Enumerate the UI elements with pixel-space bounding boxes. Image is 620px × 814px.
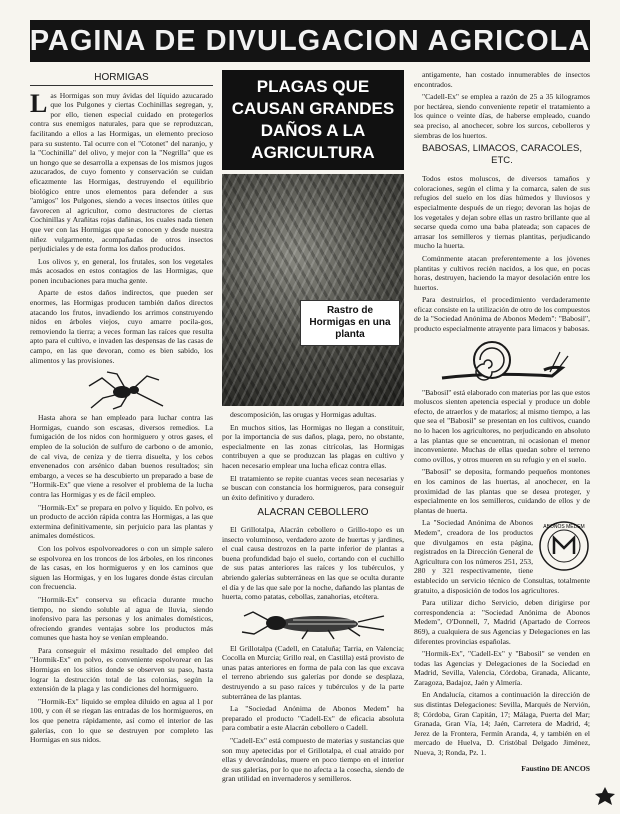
mole-cricket-icon — [238, 606, 388, 640]
paragraph: Los olivos y, en general, los frutales, son los vegetales más acosados en estos contagios de las Hormigas, que ponen incubaciones para mucha gente. — [30, 256, 213, 285]
paragraph: En Andalucía, citamos a continuación la dirección de sus distintas Delegaciones: Sevilla, Marqués de Nervión, 8; Córdoba, Gran Capitán, 17; Málaga, Puerta del Mar; Granada, Gran Vía, 14; Jaén, Carretera de Madrid, 4; Jerez de la Frontera, Fermín Aranda, 4, y también en el mercado de Huelva, D. Cristóbal Delgado Jiménez, Nueva, 3; Ronda, Pz. 1. — [414, 690, 590, 758]
paragraph: as Hormigas son muy ávidas del líquido azucarado que los Pulgones y ciertas Cochinillas segregan, y, por ello, tienen especial cuidado en protegerlos contra sus enemigos naturales, para que se reproduzcan, facilitando a ellos a las Hormigas, un elemento precioso para su sustento. Tal ocurre con el "Cotonet" del naranjo, y la "Cochinilla" del olivo, y mejor con la "Negrilla" que es un hongo que se desarrolla a expensas de los mismos jugos azucarados, de cuyo fomento y conservación se cuidan eficazmente las Hormigas, destruyendo el equilibrio biológico entre unos elementos para defender a sus "amigos" los Pulgones, siendo a veces insectos útiles que favorecen al agricultor, como destructores de ciertas Cochinillas y Arañitas rojas dañinas, los cuales nada tienen que ver con las Hormigas que se conocen y desde nuestra niñez vulgarmente, acompañadas de otros insectos perjudiciales y de esta forma los daños producidos. — [30, 90, 213, 254]
paragraph: El Grillotalpa, Alacrán cebollero o Grillo-topo es un insecto voluminoso, verdadero azote de huertas y jardines, el cual causa destrozos en la parte inferior de plantas a buena profundidad bajo el suelo, cortando con el cuchillo de sus patas anteriores las raíces y los tubérculos, y abriendo galerías subterráneas en las que se oculta durante el día y de las que sale por la noche, dañando las plantas de huerta, como patatas, cebollas, zanahorias, etcétera. — [222, 524, 404, 602]
page-banner-title: PAGINA DE DIVULGACION AGRICOLA — [30, 20, 590, 62]
paragraph: Aparte de estos daños indirectos, que pueden ser enormes, las Hormigas producen también daños directos atacando los frutos, invadiendo los arrimos construyendo nidos en árboles viejos, cuyo amarre pocila-gos, removiendo la tierra; a veces forman las raíces que resulta apto para el cultivo, e invaden las despensas de las casas de campo, en las que devoran, como es bien sabido, los alimentos y las provisiones. — [30, 288, 213, 365]
paragraph: La "Sociedad Anónima de Abonos Medem", creadora de los productos que divulgamos en esta página, registrados en la Dirección General de Agricultura con los números 251, 253, 280 y 321 respectivamente, tiene establecido un servicio técnico de Consultas, totalmente gratuito, a disposición de todos los agricultores. — [414, 518, 590, 595]
plagas-title-box: PLAGAS QUE CAUSAN GRANDES DAÑOS A LA AGRICULTURA — [222, 70, 404, 170]
photo-caption: Rastro de Hormigas en una planta — [300, 300, 400, 346]
paragraph: La "Sociedad Anónima de Abonos Medem" ha preparado el producto "Cadell-Ex" de eficacia absoluta para combatir a este Alacrán cebollero o Cadell. — [222, 704, 404, 733]
paragraph: antigamente, han costado innumerables de insectos encontrados. — [414, 70, 590, 89]
paragraph: Comúnmente atacan preferentemente a los jóvenes plantitas y cultivos recién nacidos, a los que, en pocas horas, destruyen, haciendo la mayor desolación entre los huertos. — [414, 253, 590, 292]
corner-emblem-icon — [594, 786, 616, 806]
author-signature: Faustino DE ANCOS — [521, 763, 590, 773]
paragraph: El tratamiento se repite cuantas veces sean necesarias y se buscan con constancia los hormigueros, para conseguir un éxito definitivo y duradero. — [222, 473, 404, 502]
paragraph: Con los polvos espolvoreadores o con un simple salero se espolvorea en los troncos de los árboles, en los rincones de las casas, en los hormigueros y en los caminos que siguen las Hormigas, y en los lugares donde éstas circulan con frecuencia. — [30, 543, 213, 592]
drop-cap: L — [30, 88, 48, 118]
paragraph: "Hormik-Ex" se prepara en polvo y líquido. En polvo, es un producto de acción rápida contra las Hormigas, a las que extermina definitivamente, sin perjuicio para las plantas y animales domésticos. — [30, 502, 213, 541]
section-heading-alacran: ALACRAN CEBOLLERO — [257, 507, 369, 519]
paragraph: "Babosil" se deposita, formando pequeños montones en los caminos de las huertas, al anochecer, en la proximidad de las plantas que se desea proteger, y especialmente en los semilleros, cuidando de ellos y de plantas de huerta. — [414, 467, 590, 515]
paragraph: El Grillotalpa (Cadell, en Cataluña; Tarria, en Valencia; Cocolla en Murcia; Grillo real, en Castilla) está provisto de unas patas anteriores en forma de pala con las que excava el terreno abriendo sus galerías por donde se desplaza, destruyendo a su paso raíces y tubérculos y de la parte subterránea de las plantas. — [222, 643, 404, 701]
seal-text: ABONOS MEDEM — [543, 524, 585, 531]
paragraph: Para destruirlos, el procedimiento verdaderamente eficaz consiste en la utilización de otro de los compuestos de la "Sociedad Anónima de Abonos Medem": "Babosil", producto especialmente atrayente para limacos y babosas. — [414, 295, 590, 334]
section-heading-hormigas: HORMIGAS — [30, 73, 213, 86]
paragraph: En muchos sitios, las Hormigas no llegan a constituir, por la importancia de sus daños, plaga, pero, no obstante, especialmente en las zonas citrícolas, las Hormigas contribuyen a que se produzcan las plagas en cultivo y hacen necesario emplear una lucha eficaz contra ellas. — [222, 422, 404, 470]
paragraph: "Hormik-Ex" líquido se emplea diluido en agua al 1 por 100, y con él se riegan las entradas de los hormigueros, en los que penetra rápidamente, así como el interior de las galerías, con lo que se destruyen por completo las Hormigas en sus nidos. — [30, 696, 213, 745]
column-hormigas — [30, 70, 213, 795]
paragraph: "Hormik-Ex" conserva su eficacia durante mucho tiempo, no siendo soluble al agua de lluvia, siendo inofensivo para las personas y los animales domésticos, ofreciendo grandes ventajas sobre los productos más comunes que hasta hoy se venían empleando. — [30, 594, 213, 643]
paragraph: "Babosil" está elaborado con materias por las que estos moluscos sienten apetencia especial y produce un doble efecto, de atraerlos y de matarlos; al mismo tiempo, a las que sea el "Babosil" se presentan en los cultivos, cuando no lo hacen los agricultores, no perjudicando en absoluto a las plantas que se encuentran, ni ocasionan el menor inconveniente. Muchas de ellas quedan sobre el terreno como ovillos, y otros mueren en su refugio y en el suelo. — [414, 387, 590, 464]
section-heading-babosas: BABOSAS, LIMACOS, CARACOLES, ETC. — [422, 143, 582, 167]
snail-icon — [432, 338, 572, 384]
paragraph: Para utilizar dicho Servicio, deben dirigirse por correspondencia a: "Sociedad Anónima de Abonos Medem", O'Donnell, 7, Madrid (Apartado de Correos 869), a cualquiera de sus Agencias y Delegaciones en las diferentes provincias españolas. — [414, 598, 590, 646]
column-plagas — [222, 70, 404, 795]
paragraph: descomposición, las orugas y Hormigas adultas. — [230, 410, 377, 419]
paragraph: Para conseguir el máximo resultado del empleo del "Hormik-Ex" en polvo, es conveniente espolvorear en las Hormigas en los sitios donde se observen su paso, hasta lograr la destrucción total de las colonias, según la extensión de la plaga y las condiciones del hormiguero. — [30, 645, 213, 694]
paragraph: "Cadell-Ex" se emplea a razón de 25 a 35 kilogramos por hectárea, siendo conveniente repetir el tratamiento a los quince o veinte días, de haberse empleado, cuando sea preciso, al anochecer, sobre los surcos, cebolleros y siembras de los huertos. — [414, 92, 590, 140]
paragraph: Todos estos moluscos, de diversos tamaños y coloraciones, según el clima y la comarca, salen de sus refugios del suelo en los días húmedos y lluviosos y especialmente después de un riego; devoran las hojas de los vegetales y dejan sobre ellas un rastro brillante que al secarse queda como una baba plateada; son capaces de arrasar los semilleros y tiernas plantitas, perjudicando mucho la huerta. — [414, 174, 590, 251]
medem-seal-icon — [538, 520, 590, 572]
paragraph: "Cadell-Ex" está compuesto de materias y sustancias que son muy apetecidas por el Grillotalpa, el cual atraído por ellas y devorándolas, muere en poco tiempo en el interior de sus galerías, por lo que no afecta a la cosecha, siendo de gran utilidad en invernaderos y semilleros. — [222, 736, 404, 784]
column-babosas — [414, 70, 590, 795]
paragraph: Hasta ahora se han empleado para luchar contra las Hormigas, cuando son escasas, diversos remedios. La fumigación de los nidos con hormiguero y otros gases, el empleo de la solución de sulfuro de carbono o de amonio, de cal viva, de ceniza y de tierra disuelta, y los cebos envenenados con arsénico daban buenos resultados; sin embargo, a veces se ha descubierto un preparado a base de "Hormik-Ex" que viene a resolver el problema de la lucha contra las Hormigas y es de fácil empleo. — [30, 413, 213, 499]
spider-icon — [77, 368, 167, 410]
paragraph: "Hormik-Ex", "Cadell-Ex" y "Babosil" se venden en todas las Agencias y Delegaciones de la Sociedad en Madrid, Sevilla, Valencia, Córdoba, Granada, Alicante, Zaragoza, Badajoz, Jaén y Almería. — [414, 649, 590, 687]
ants-photo — [222, 174, 404, 406]
